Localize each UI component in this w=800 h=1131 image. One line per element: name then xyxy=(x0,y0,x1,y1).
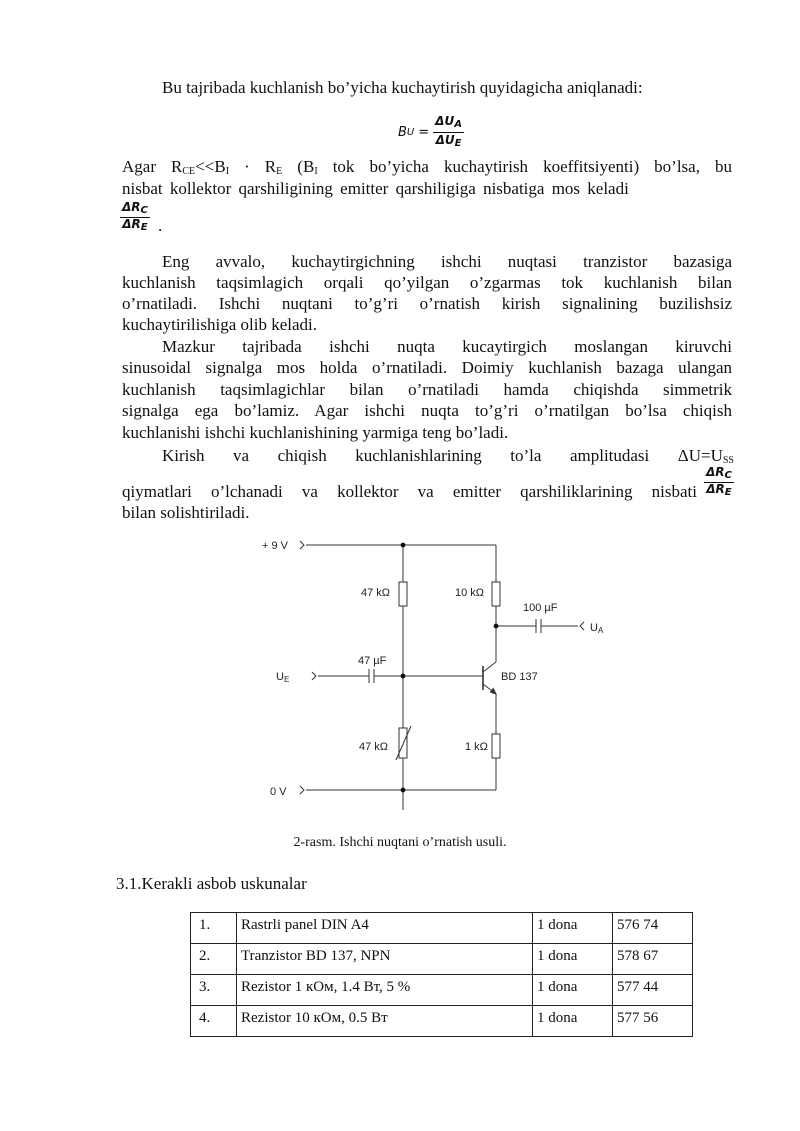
text-run: Kirish va chiqish kuchlanishlarining to’la amplitudasi ΔU=U xyxy=(162,446,723,465)
item-name: Rezistor 10 кОм, 0.5 Вт xyxy=(237,1006,533,1037)
equipment-table xyxy=(190,912,693,1037)
cout-label: 100 µF xyxy=(523,602,558,614)
condition-line-2: nisbat kollektor qarshiligining emitter qarshiligiga nisbatiga mos keladi xyxy=(122,179,629,198)
item-code: 576 74 xyxy=(613,913,693,944)
ue-terminal-icon xyxy=(312,672,316,680)
zero-label: 0 V xyxy=(270,786,287,798)
item-quantity: 1 dona xyxy=(533,975,613,1006)
para4-line-1: Mazkur tajribada ishchi nuqta kucaytirgich moslangan kiruvchi xyxy=(162,337,732,356)
re-label: 1 kΩ xyxy=(465,741,488,753)
section-title: 3.1.Kerakli asbob uskunalar xyxy=(116,874,307,893)
text-run: <<B xyxy=(195,157,226,176)
text-sub: SS xyxy=(722,455,734,466)
row-number: 4. xyxy=(191,1006,237,1037)
para4-line-4: signalga ega bo’lamiz. Agar ishchi nuqta to’g’ri o’rnatilgan bo’lsa chiqish xyxy=(122,401,732,420)
item-code: 578 67 xyxy=(613,944,693,975)
formula-lhs: B xyxy=(398,125,407,140)
text-sub: I xyxy=(225,166,230,177)
item-name: Rastrli panel DIN A4 xyxy=(237,913,533,944)
ua-label: UA xyxy=(590,622,604,635)
formula-denominator: ΔU xyxy=(435,133,455,147)
ratio-denominator: ΔR xyxy=(122,217,141,231)
table-row xyxy=(191,913,693,944)
item-quantity: 1 dona xyxy=(533,1006,613,1037)
para3-line-2: kuchlanish taqsimlagich orqali qo’yilgan o’zgarmas tok kuchlanish bilan xyxy=(122,273,732,292)
text-run: (B xyxy=(282,157,315,176)
intro-paragraph: Bu tajribada kuchlanish bo’yicha kuchaytirish quyidagicha aniqlanadi: xyxy=(162,78,643,97)
item-code: 577 56 xyxy=(613,1006,693,1037)
ratio-denominator-sub: E xyxy=(724,487,732,498)
item-quantity: 1 dona xyxy=(533,944,613,975)
item-name: Rezistor 1 кОм, 1.4 Вт, 5 % xyxy=(237,975,533,1006)
para4-line-2: sinusoidal signalga mos holda o’rnatiladi. Doimiy kuchlanish bazaga ulangan xyxy=(122,358,732,377)
ratio-numerator-sub: C xyxy=(724,470,732,481)
row-number: 1. xyxy=(191,913,237,944)
ue-label: UE xyxy=(276,671,290,684)
para4-line-5: kuchlanishi ishchi kuchlanishining yarmiga teng bo’ladi. xyxy=(122,423,509,442)
formula-numerator-sub: A xyxy=(454,119,462,130)
para4-line-3: kuchlanish taqsimlagichlar bilan o’rnatiladi hamda chiqishda simmetrik xyxy=(122,380,732,399)
resistor-r1 xyxy=(399,582,407,606)
para3-line-3: o’rnatiladi. Ishchi nuqtani to’g’ri o’rnatish kirish signalining buzilishsiz xyxy=(122,294,732,313)
figure-caption: 2-rasm. Ishchi nuqtani o’rnatish usuli. xyxy=(293,835,507,850)
gain-formula: B U = $\Delta U_A$ $\Delta U_E$ xyxy=(398,114,462,149)
r2-label: 47 kΩ xyxy=(359,741,389,753)
transistor-label: BD 137 xyxy=(501,671,538,683)
item-code: 577 44 xyxy=(613,975,693,1006)
vplus-terminal-icon xyxy=(300,541,304,549)
text-sub: E xyxy=(276,166,283,177)
row-number: 2. xyxy=(191,944,237,975)
para5-line-3: bilan solishtiriladi. xyxy=(122,503,250,522)
zero-terminal-icon xyxy=(300,786,304,794)
text-sub: I xyxy=(314,166,318,177)
table-row xyxy=(191,1006,693,1037)
ratio-denominator: ΔR xyxy=(706,482,725,496)
ratio-numerator: ΔR xyxy=(706,465,725,479)
table-row xyxy=(191,975,693,1006)
ratio-period: . xyxy=(158,216,163,235)
text-sub: CE xyxy=(182,166,196,177)
vplus-label: + 9 V xyxy=(262,540,288,552)
text-run: Agar R xyxy=(122,157,183,176)
cin-label: 47 µF xyxy=(358,655,387,667)
item-quantity: 1 dona xyxy=(533,913,613,944)
rc-label: 10 kΩ xyxy=(455,587,485,599)
formula-numerator: ΔU xyxy=(435,114,455,128)
para3-line-1: Eng avvalo, kuchaytirgichning ishchi nuqtasi tranzistor bazasiga xyxy=(162,252,732,271)
resistor-re xyxy=(492,734,500,758)
ratio-numerator: ΔR xyxy=(122,200,141,214)
ratio-denominator-sub: E xyxy=(140,222,148,233)
table-row xyxy=(191,944,693,975)
r1-label: 47 kΩ xyxy=(361,587,391,599)
resistor-rc xyxy=(492,582,500,606)
ratio-numerator-sub: C xyxy=(140,205,148,216)
ua-terminal-icon xyxy=(580,622,584,630)
para3-line-4: kuchaytirilishiga olib keladi. xyxy=(122,315,317,334)
text-run: tok bo’yicha kuchaytirish koeffitsiyenti) bo’lsa, bu xyxy=(317,157,733,176)
para5-line-2: qiymatlari o’lchanadi va kollektor va emitter qarshiliklarining nisbati xyxy=(122,482,697,501)
item-name: Tranzistor BD 137, NPN xyxy=(237,944,533,975)
text-run: · R xyxy=(229,157,277,176)
row-number: 3. xyxy=(191,975,237,1006)
formula-lhs-sub: U xyxy=(406,127,415,138)
emitter-arrow-icon xyxy=(490,688,496,694)
formula-denominator-sub: E xyxy=(454,138,462,149)
